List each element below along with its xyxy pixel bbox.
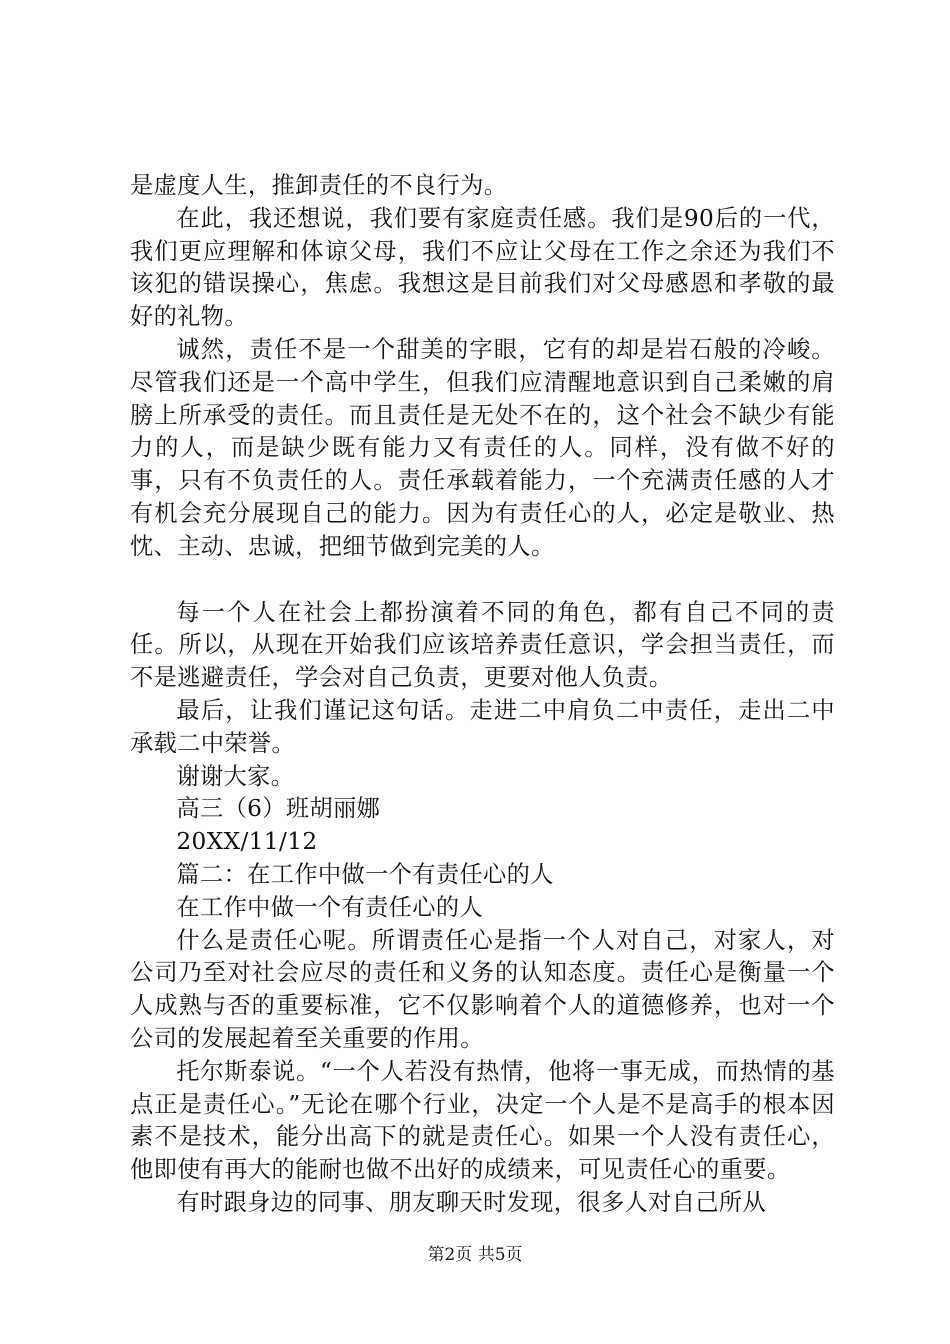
paragraph-tolstoy-quote: 托尔斯泰说。“一个人若没有热情，他将一事无成，而热情的基点正是责任心。”无论在哪个行业，决定一个人是不是高手的根本因素不是技术，能分出高下的就是责任心。如果一个人没有责任心，他即使有再大的能耐也做不出好的成绩来，可见责任心的重要。 — [130, 1057, 835, 1184]
paragraph-family-responsibility: 在此，我还想说，我们要有家庭责任感。我们是90后的一代，我们更应理解和体谅父母，我们不应让父母在工作之余还为我们不该犯的错误操心，焦虑。我想这是目前我们对父母感恩和孝敬的最好的礼物。 — [130, 204, 835, 331]
document-body — [130, 170, 835, 1220]
paragraph-gap — [130, 564, 835, 597]
section-title: 在工作中做一个有责任心的人 — [176, 893, 484, 921]
page-number: 第2页 共5页 — [427, 1245, 523, 1265]
paragraph-author: 高三（6）班胡丽娜 — [176, 795, 381, 823]
paragraph-thanks: 谢谢大家。 — [176, 762, 295, 790]
paragraph-definition: 什么是责任心呢。所谓责任心是指一个人对自己，对家人，对公司乃至对社会应尽的责任和义务的认知态度。责任心是衡量一个人成熟与否的重要标准，它不仅影响着个人的道德修养，也对一个公司的发展起着至关重要的作用。 — [130, 926, 835, 1052]
paragraph-colleagues: 有时跟身边的同事、朋友聊天时发现，很多人对自己所从 — [176, 1188, 767, 1216]
paragraph-roles: 每一个人在社会上都扮演着不同的角色，都有自己不同的责任。所以，从现在开始我们应该培养责任意识，学会担当责任，而不是逃避责任，学会对自己负责，更要对他人负责。 — [130, 598, 835, 692]
paragraph-continued: 是虚度人生，推卸责任的不良行为。 — [130, 172, 508, 199]
paragraph-date: 20XX/11/12 — [176, 828, 318, 856]
paragraph-closing: 最后，让我们谨记这句话。走进二中肩负二中责任，走出二中承载二中荣誉。 — [130, 696, 835, 757]
page-footer — [0, 1244, 950, 1266]
paragraph-responsibility-meaning: 诚然，责任不是一个甜美的字眼，它有的却是岩石般的冷峻。尽管我们还是一个高中学生，但我们应清醒地意识到自己柔嫩的肩膀上所承受的责任。而且责任是无处不在的，这个社会不缺少有能力的人，而是缺少既有能力又有责任的人。同样，没有做不好的事，只有不负责任的人。责任承载着能力，一个充满责任感的人才有机会充分展现自己的能力。因为有责任心的人，必定是敬业、热忱、主动、忠诚，把细节做到完美的人。 — [130, 335, 835, 560]
section-heading: 篇二：在工作中做一个有责任心的人 — [176, 860, 554, 888]
